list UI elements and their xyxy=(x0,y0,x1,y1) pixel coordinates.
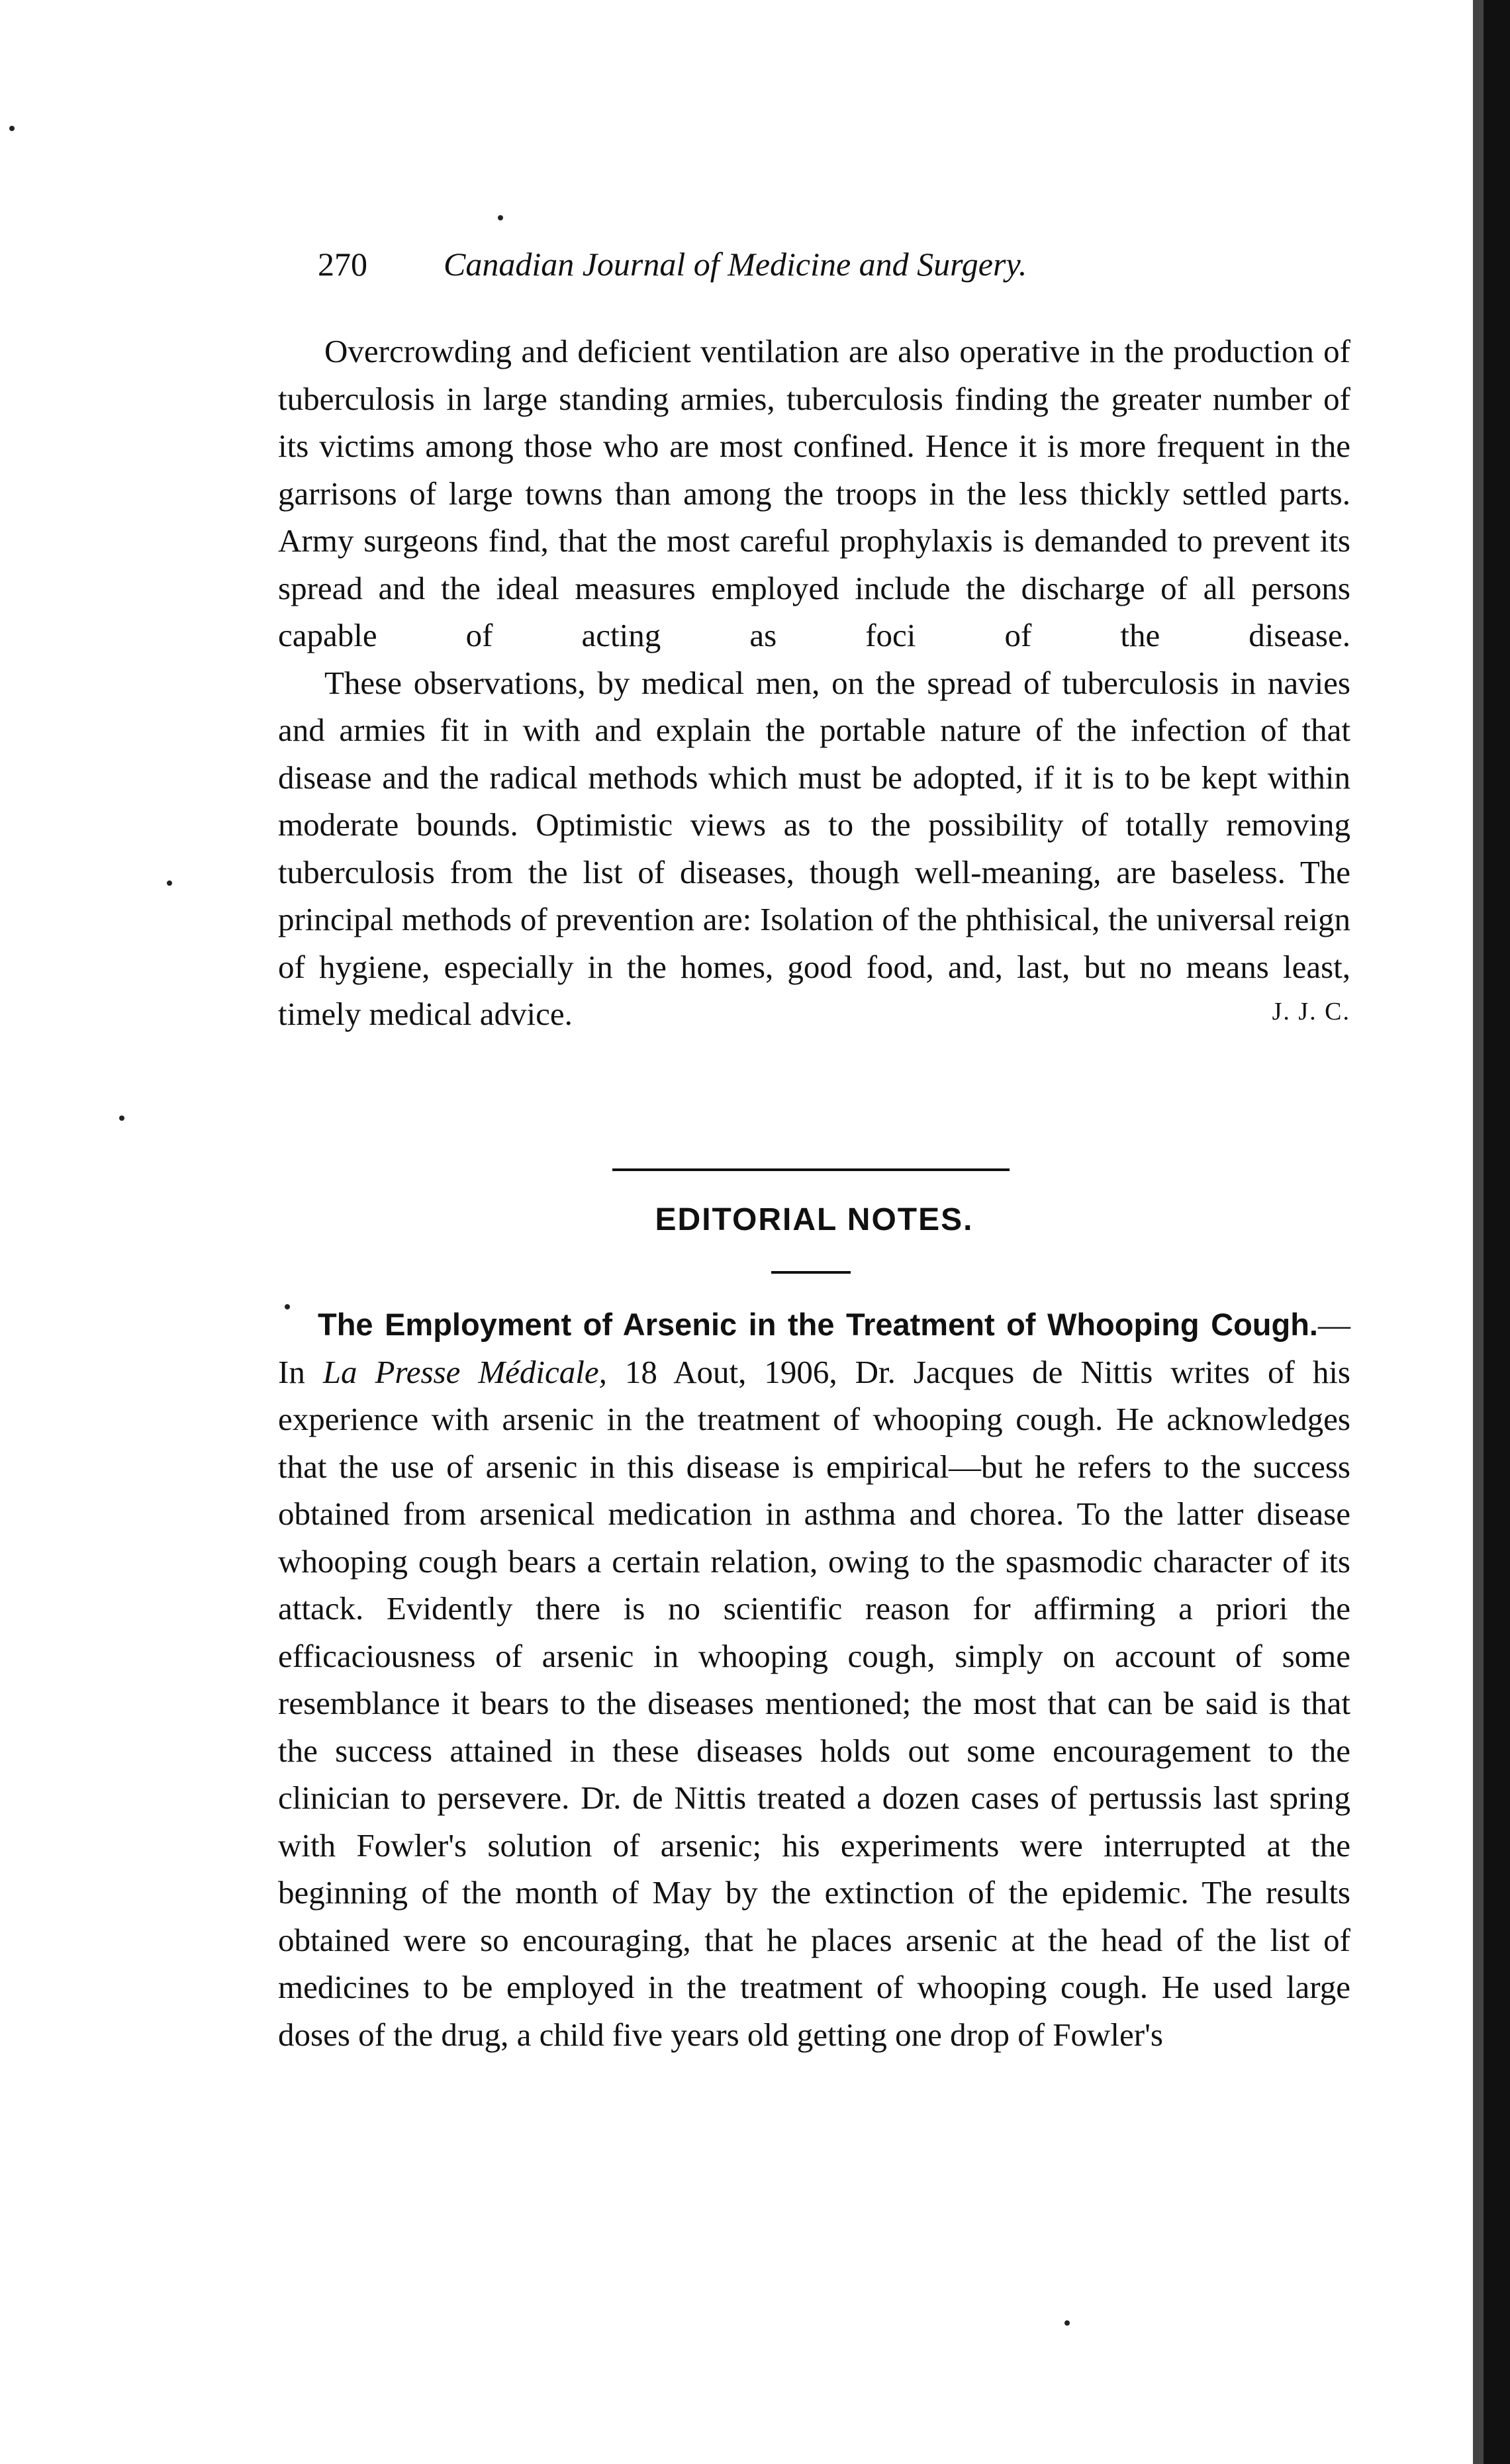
running-title: Canadian Journal of Medicine and Surgery. xyxy=(444,246,1027,283)
article-body: 18 Aout, 1906, Dr. Jacques de Nittis writes of his experience with arsenic in the treatment of whooping cough. He acknowledges that the use of arsenic in this disease is empirical—but he refers to the success obtained from arsenical medication in asthma and chorea. To the latter disease whooping cough bears a certain relation, owing to the spasmodic character of its attack. Evidently there is no scientific reason for affirming a priori the efficaciousness of arsenic in whooping cough, simply on account of some resemblance it bears to the diseases mentioned; the most that can be said is that the success attained in these diseases holds out some encouragement to the clinician to persevere. Dr. de Nittis treated a dozen cases of pertussis last spring with Fowler's solution of arsenic; his experiments were interrupted at the beginning of the month of May by the extinction of the epidemic. The results obtained were so encouraging, that he places arsenic at the head of the list of medicines to be employed in the treatment of whooping cough. He used large doses of the drug, a child five years old getting one drop of Fowler's xyxy=(278,1353,1350,2053)
scan-edge-shadow xyxy=(1484,0,1510,2464)
paragraph-observations: These observations, by medical men, on the spread of tuberculosis in navies and armies fit in with and explain the portable nature of the infection of that disease and the radical methods which must be adopted, if it is to be kept within moderate bounds. Optimistic views as to the possibility of totally removing tuberculosis from the list of diseases, though well-meaning, are baseless. The principal methods of prevention are: Isolation of the phthisical, the universal reign of hygiene, especially in the homes, good food, and, last, but no means least, timely medical advice. xyxy=(278,664,1350,1032)
article-lead-in: —In xyxy=(278,1306,1350,1390)
arsenic-article xyxy=(278,1301,1350,2058)
scan-speck xyxy=(1064,2320,1070,2326)
scan-edge-shadow-inner xyxy=(1473,0,1484,2464)
scan-speck xyxy=(119,1115,124,1121)
paragraph-overcrowding: Overcrowding and deficient ventilation are also operative in the production of tuberculosis in large standing armies, tuberculosis finding the greater number of its victims among those who are most confined. Hence it is more frequent in the garrisons of large towns than among the troops in the less thickly settled parts. Army surgeons find, that the most careful prophylaxis is demanded to prevent its spread and the ideal measures employed include the discharge of all persons capable of acting as foci of the disease. xyxy=(278,333,1350,653)
arsenic-article-paragraph xyxy=(278,1301,1350,2058)
section-rule-short xyxy=(771,1271,851,1274)
scan-speck xyxy=(9,126,15,131)
editorial-section-title: EDITORIAL NOTES. xyxy=(655,1202,974,1237)
publication-name: La Presse Médicale, xyxy=(322,1353,607,1390)
page-header xyxy=(318,245,1350,298)
previous-article xyxy=(278,328,1350,1038)
scan-speck xyxy=(167,880,172,886)
scan-speck xyxy=(498,215,503,220)
scan-speck xyxy=(285,1304,290,1309)
section-rule-long xyxy=(612,1168,1010,1171)
author-signature: J. J. C. xyxy=(1272,997,1350,1025)
page-number: 270 xyxy=(318,246,367,283)
article-heading: The Employment of Arsenic in the Treatment of Whooping Cough. xyxy=(318,1307,1318,1342)
